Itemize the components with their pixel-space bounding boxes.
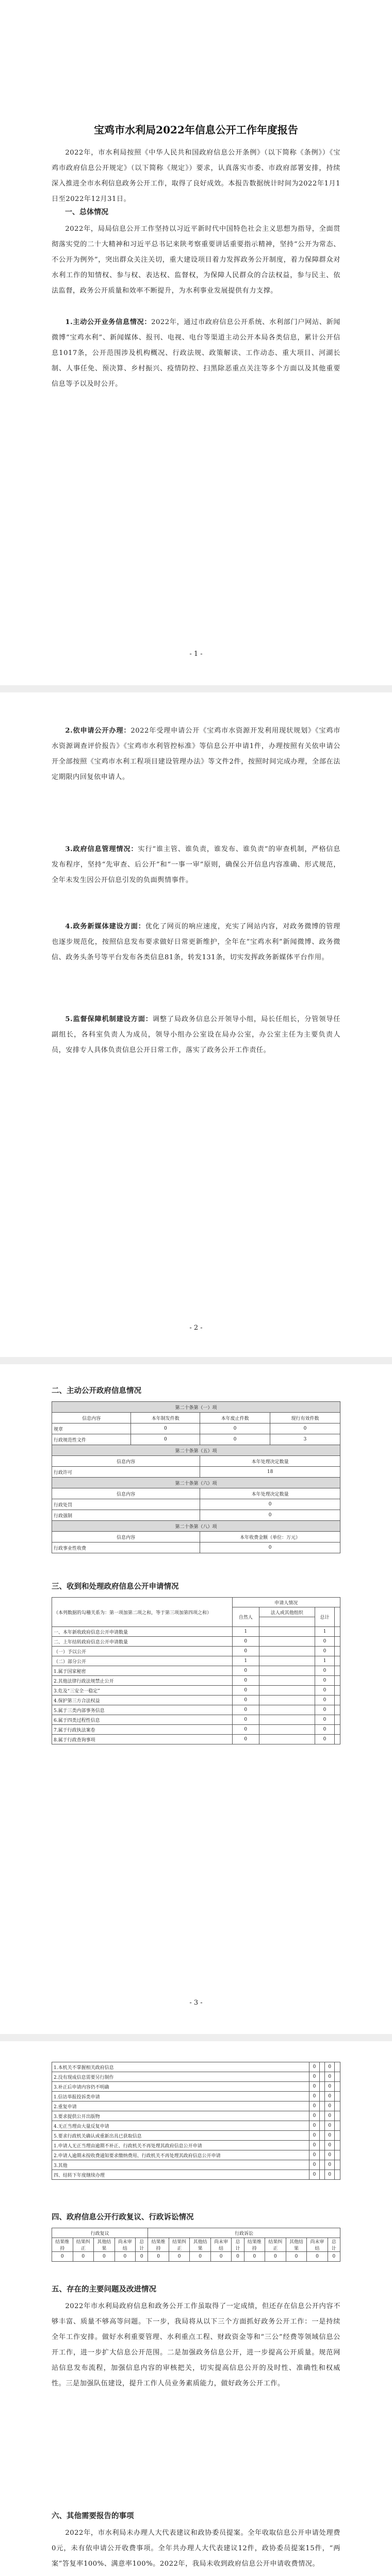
- table-cell: [335, 2160, 340, 2170]
- table-col-header: 信息内容: [52, 1456, 200, 1467]
- report-title: 宝鸡市水利局2022年信息公开工作年度报告: [94, 124, 298, 136]
- application-table: [52, 1597, 340, 1744]
- table-cell: 0: [210, 2252, 232, 2262]
- section-6-title: 六、其他需要报告的事项: [52, 2512, 134, 2520]
- table-cell: [319, 2062, 325, 2072]
- table-cell: 1: [315, 1627, 335, 1637]
- table-col-header: 尚未审结: [307, 2238, 328, 2252]
- table-cell: 1.本机关不掌握相关政府信息: [52, 2062, 309, 2072]
- table-cell: 2.申请人逾期未按收费通知要求缴纳费用、行政机关不再处理其政府信息公开申请: [52, 2150, 309, 2160]
- table-row: [52, 1627, 340, 1637]
- table-cell: 0: [265, 2252, 286, 2262]
- table-cell: [335, 2150, 340, 2160]
- table-cell: 0: [315, 1637, 335, 1647]
- table-row: [52, 2121, 340, 2131]
- application-rows: [52, 1627, 340, 1744]
- table-row: [52, 2102, 340, 2111]
- problems-paragraph: 2022年市水利局政府信息和政务公开工作虽取得了一定成绩，但还存在信息公开内容不够丰富、质量不够高等问题。下一步，我局将从以下三个方面抓好政务公开工作：一是持续全年工作安排。做好水利重要管理、水利重点工程、财政资金等和“三公”经费等领域信息公开工作，进一步扩大信息公开范围。二是加强政务信息公开，进一步提高公开质量。规范网站信息发布流程，加强信息内容的审核把关，切实提高信息公开的及时性、准确性和权威性。三是加强队伍建设，提升工作人员业务素质能力，做好政务公开工作。: [52, 2302, 340, 2387]
- table-cell: 0: [200, 1499, 340, 1510]
- table-cell: 0: [315, 1705, 335, 1715]
- review-litigation-table: [52, 2228, 340, 2262]
- table-cell: 0: [232, 1647, 259, 1656]
- table-cell: 0: [309, 2160, 319, 2170]
- table-cell: 0: [315, 1735, 335, 1744]
- table-cell: 0: [325, 2131, 335, 2141]
- table-cell: 0: [270, 1423, 340, 1434]
- page-separator: [0, 685, 392, 692]
- table-cell: [335, 1715, 340, 1725]
- table-row: [52, 2062, 340, 2072]
- table-cell: [259, 1676, 315, 1686]
- table-cell: 3: [270, 1434, 340, 1445]
- table-cell: 规章: [52, 1423, 131, 1434]
- table-cell: 7.属于行政执法案卷: [52, 1725, 233, 1735]
- table-cell: 0: [169, 2252, 190, 2262]
- table-cell: [259, 1627, 315, 1637]
- table-cell: 0: [309, 2111, 319, 2121]
- table-col-header: 信息内容: [52, 1413, 131, 1423]
- page-1: [0, 0, 392, 675]
- table-cell: 1: [232, 1656, 259, 1666]
- table-cell: [259, 1725, 315, 1735]
- table-cell: 0: [309, 2062, 319, 2072]
- table-cell: 2.重复申请: [52, 2102, 309, 2111]
- table-cell: [319, 2111, 325, 2121]
- table-cell: 0: [325, 2121, 335, 2131]
- table-cell: 0: [325, 2160, 335, 2170]
- table-cell: 0: [325, 2062, 335, 2072]
- table-cell: [335, 1696, 340, 1705]
- table-cell: 0: [315, 1647, 335, 1656]
- table-cell: 行政事业性收费: [52, 1543, 200, 1553]
- new-media-label: 4.政务新媒体建设方面：: [65, 923, 145, 930]
- page-number-2: - 2 -: [189, 1324, 203, 1332]
- section-1-title: 一、总体情况: [65, 208, 108, 216]
- table-cell: 0: [307, 2252, 328, 2262]
- table-row: [52, 1647, 340, 1656]
- table-col-header: 本年制发件数: [131, 1413, 200, 1423]
- table-cell: [259, 1637, 315, 1647]
- application-text: 2022年受理申请公开《宝鸡市水资源开发利用现状规划》《宝鸡市水资源调查评价报告》《宝鸡市水利管控标准》等信息公开申请1件，办理按照有关依申请公开全部按照《宝鸡市水利工程项目建设管理办法》等文件2件，按照时间完成办理，全部在法定期限内回复依申请人。: [52, 727, 340, 781]
- table-cell: 0: [286, 2252, 307, 2262]
- application-paragraph: [52, 723, 340, 785]
- table-cell: 3.补正后申请内容仍不明确: [52, 2082, 309, 2092]
- table-cell: 8.属于行政查询事项: [52, 1735, 233, 1744]
- table-col-header: 结果纠正: [73, 2238, 94, 2252]
- table-cell: 0: [325, 2102, 335, 2111]
- table-row: [52, 2141, 340, 2150]
- table-cell: 0: [325, 2072, 335, 2082]
- table-cell: 0: [232, 1715, 259, 1725]
- table-row: [52, 2160, 340, 2170]
- table-cell: [335, 1637, 340, 1647]
- table-cell: [335, 1627, 340, 1637]
- other-matters-paragraph: 2022年，市水利局未办理人大代表建议和政协委员提案。全年收取信息公开申请处理费0元，未有依申请公开收费事项。全年共办理人大代表建议12件，政协委员提案15件，“两案”答复率100%、满意率100%。2022年，我局未收到政府信息公开申请收费情况。: [52, 2529, 340, 2568]
- table-cell: [335, 2131, 340, 2141]
- page-2: [0, 692, 392, 1357]
- table-col-header: 总计: [328, 2238, 340, 2252]
- table-cell: 0: [315, 1725, 335, 1735]
- table-cell: 0: [315, 1686, 335, 1696]
- table-col-header: 其他结果: [286, 2238, 307, 2252]
- table-cell: 0: [309, 2150, 319, 2160]
- table-cell: 0: [309, 2082, 319, 2092]
- table-col-header: 行政诉讼: [148, 2228, 340, 2238]
- table-cell: 0: [309, 2170, 319, 2180]
- table-cell: 0: [244, 2252, 265, 2262]
- table-cell: 5.属于三类内部事务信息: [52, 1705, 233, 1715]
- table-cell: [319, 2131, 325, 2141]
- table-cell: 四、结转下年度继续办理: [52, 2170, 309, 2180]
- table-col-header: 结果纠正: [169, 2238, 190, 2252]
- table-cell: 二、上年结转政府信息公开申请数量: [52, 1637, 233, 1647]
- table-row: [52, 2131, 340, 2141]
- table-cell: 0: [115, 2252, 136, 2262]
- table-cell: 0: [200, 1423, 270, 1434]
- table-col-header: 其他结果: [94, 2238, 115, 2252]
- table-col-header: 结果维持: [148, 2238, 169, 2252]
- table-cell: 0: [325, 2150, 335, 2160]
- table-cell: 1.申请人无正当理由逾期不补正、行政机关不再处理其政府信息公开申请: [52, 2141, 309, 2150]
- table-col-header: 法人或其他组织: [259, 1607, 315, 1617]
- table-cell: 0: [232, 2252, 244, 2262]
- table-cell: [335, 1676, 340, 1686]
- table-row: [52, 1725, 340, 1735]
- table-col-header: 尚未审结: [115, 2238, 136, 2252]
- table-cell: [335, 2082, 340, 2092]
- table-cell: 0: [232, 1725, 259, 1735]
- table-cell: 0: [309, 2092, 319, 2102]
- table-cell: [335, 2072, 340, 2082]
- table-row: [52, 1715, 340, 1725]
- table-cell: [335, 1725, 340, 1735]
- table-cell: 0: [190, 2252, 211, 2262]
- table-cell: 18: [200, 1467, 340, 1478]
- table-cell: 0: [309, 2131, 319, 2141]
- table-cell: 0: [232, 1676, 259, 1686]
- table-cell: 0: [200, 1434, 270, 1445]
- table-row: [52, 1696, 340, 1705]
- page-number-3: - 3 -: [189, 1999, 203, 2007]
- info-management-label: 3.政府信息管理情况：: [65, 845, 138, 853]
- table-col-header: 本年处理决定数量: [200, 1488, 340, 1499]
- table-cell: 2.没有现成信息需要另行制作: [52, 2072, 309, 2082]
- active-disclosure-table: [52, 1401, 340, 1553]
- table-cell: [335, 1647, 340, 1656]
- table-cell: 0: [309, 2072, 319, 2082]
- intro-paragraph: 2022年，市水利局按照《中华人民共和国政府信息公开条例》（以下简称《条例》）《宝鸡市政府信息公开规定》（以下简称《规定》）要求，认真落实市委、市政府部署安排，持续深入推进全市水利信息政务公开工作，取得了良好成效。本报告数据统计时间为2022年1月1日至2022年12月31日。: [52, 149, 340, 203]
- table-group-header: 第二十条第（六）项: [52, 1478, 340, 1488]
- table-cell: 3.其他: [52, 2160, 309, 2170]
- table-col-header: 自然人: [232, 1607, 259, 1627]
- supervision-paragraph: [52, 1012, 340, 1058]
- table-cell: 0: [232, 1686, 259, 1696]
- table-cell: 5.要求行政机关确认或重新出具已获取信息: [52, 2131, 309, 2141]
- table-cell: [319, 2082, 325, 2092]
- table-cell: [319, 2092, 325, 2102]
- table-row: [52, 2150, 340, 2160]
- page-4: [0, 2041, 392, 2576]
- table-col-header: 本年处理决定数量: [200, 1456, 340, 1467]
- table-cell: 0: [325, 2092, 335, 2102]
- table-col-header: 行政复议: [52, 2228, 148, 2238]
- table-row: [52, 1735, 340, 1744]
- table-row: [52, 1666, 340, 1676]
- page-separator: [0, 1357, 392, 1364]
- table-col-header: 信息内容: [52, 1488, 200, 1499]
- table-col-header: 本年废止件数: [200, 1413, 270, 1423]
- table-cell: 0: [232, 1666, 259, 1676]
- page-separator: [0, 2034, 392, 2041]
- table-cell: 行政强制: [52, 1510, 200, 1521]
- table-cell: [319, 2072, 325, 2082]
- table-cell: [259, 1696, 315, 1705]
- section-3-title: 三、收到和处理政府信息公开申请情况: [52, 1582, 179, 1591]
- table-col-header: 总计: [315, 1607, 335, 1627]
- table-cell: [259, 1666, 315, 1676]
- table-cell: [335, 2062, 340, 2072]
- active-disclosure-paragraph: [52, 315, 340, 392]
- table-row: [52, 1686, 340, 1696]
- application-table-continued: [52, 2062, 340, 2180]
- table-cell: 0: [232, 1637, 259, 1647]
- table-row: [52, 2072, 340, 2082]
- table-cell: [319, 2141, 325, 2150]
- table-cell: 0: [309, 2141, 319, 2150]
- table-cell: 0: [315, 1696, 335, 1705]
- table-col-header: 结果维持: [244, 2238, 265, 2252]
- table-cell: [335, 1686, 340, 1696]
- table-cell: 4.保护第三方合法权益: [52, 1696, 233, 1705]
- table-cell: 0: [315, 1676, 335, 1686]
- table-cell: （二）部分公开: [52, 1656, 233, 1666]
- table-row: [52, 2170, 340, 2180]
- table-cell: [335, 2141, 340, 2150]
- supervision-text: 调整了局政务信息公开领导小组，局长任组长，分管领导任副组长，各科室负责人为成员，领导小组办公室设在局办公室，办公室主任为主要负责人员，安排专人具体负责信息公开日常工作，落实了政务公开工作责任。: [52, 1015, 340, 1054]
- info-management-paragraph: [52, 842, 340, 888]
- table-cell: 0: [325, 2141, 335, 2150]
- new-media-text: 优化了网页的响应速度，充实了网站内容，对政务微博的管理也逐步规范化，按照信息发布要求做好日常更新维护，全年在“宝鸡水利”新闻微博、政务微信、政务头条号等平台发布各类信息81条，转发131条，切实发挥政务新媒体平台作用。: [52, 923, 340, 961]
- page-3: [0, 1364, 392, 2034]
- table-cell: 6.属于四类过程性信息: [52, 1715, 233, 1725]
- table-cell: 0: [309, 2121, 319, 2131]
- table-row: [52, 2082, 340, 2092]
- table-cell: [319, 2160, 325, 2170]
- table-cell: 0: [131, 1434, 200, 1445]
- table-cell: [335, 2092, 340, 2102]
- table-col-header: 尚未审结: [210, 2238, 232, 2252]
- table-cell: 0: [315, 1666, 335, 1676]
- table-cell: 0: [325, 2082, 335, 2092]
- table-col-header: 结果纠正: [265, 2238, 286, 2252]
- table-cell: 1.信访举报投诉类申请: [52, 2092, 309, 2102]
- table-cell: [335, 1666, 340, 1676]
- table-cell: [319, 2150, 325, 2160]
- table-cell: [259, 1705, 315, 1715]
- application-label: 2.依申请公开办理：: [65, 727, 131, 735]
- table-cell: [335, 2170, 340, 2180]
- table-col-header: 结果维持: [52, 2238, 73, 2252]
- section-5-title: 五、存在的主要问题及改进情况: [52, 2285, 156, 2294]
- table-group-header: 第二十条第（一）项: [52, 1402, 340, 1413]
- table-col-header: 信息内容: [52, 1532, 200, 1543]
- table-group-header: 第二十条第（八）项: [52, 1521, 340, 1532]
- table-cell: 0: [200, 1543, 340, 1553]
- table-row: [52, 2111, 340, 2121]
- table-cell: 0: [309, 2102, 319, 2111]
- table-cell: 1: [232, 1627, 259, 1637]
- table-cell: 0: [232, 1705, 259, 1715]
- table-cell: [319, 2102, 325, 2111]
- table-cell: 1: [315, 1656, 335, 1666]
- table-cell: 0: [131, 1423, 200, 1434]
- table-cell: 3.要求提供公开出版物: [52, 2111, 309, 2121]
- table-cell: [335, 2111, 340, 2121]
- page-number-1: - 1 -: [189, 650, 203, 658]
- active-disclosure-label: 1.主动公开业务信息情况：: [65, 318, 152, 326]
- table-cell: 0: [136, 2252, 148, 2262]
- table-cell: [335, 2121, 340, 2131]
- table-col-header: 现行有效件数: [270, 1413, 340, 1423]
- table-cell: 一、本年新收政府信息公开申请数量: [52, 1627, 233, 1637]
- table-cell: 0: [232, 1735, 259, 1744]
- table-cell: 0: [232, 1696, 259, 1705]
- section-4-title: 四、政府信息公开行政复议、行政诉讼情况: [52, 2213, 194, 2222]
- table-col-header: 本年收费金额（单位：万元）: [200, 1532, 340, 1543]
- table-row: [52, 1676, 340, 1686]
- table-col-header: 申请人情况: [232, 1598, 340, 1607]
- table-cell: 0: [148, 2252, 169, 2262]
- table-cell: [335, 2102, 340, 2111]
- table-cell: [259, 1686, 315, 1696]
- supervision-label: 5.监督保障机制建设方面：: [65, 1015, 153, 1023]
- table-cell: [259, 1656, 315, 1666]
- table-cell: 0: [200, 1510, 340, 1521]
- section-1-intro: 2022年，局局信息公开工作坚持以习近平新时代中国特色社会主义思想为指导，全面贯彻落实党的二十大精神和习近平总书记来陕考察重要讲话重要指示精神，坚持“公开为常态、不公开为例外”，突出群众关注关切，重大建设项目着力发挥政务公开制度，着力保障群众对水利工作的知情权、参与权、表达权、监督权，为保障人民群众的合法权益，参与民主、依法监督，政务公开质量和效率不断提升，为水利事业发展提供有力支撑。: [52, 225, 340, 295]
- table-row: [52, 1705, 340, 1715]
- table-col-header: 总计: [136, 2238, 148, 2252]
- table-row: [52, 2092, 340, 2102]
- table-cell: 行政规范性文件: [52, 1434, 131, 1445]
- table-group-header: 第二十条第（五）项: [52, 1445, 340, 1456]
- table-cell: [335, 1735, 340, 1744]
- table-cell: 0: [94, 2252, 115, 2262]
- table-cell: 0: [325, 2170, 335, 2180]
- table-cell: 0: [52, 2252, 73, 2262]
- table-cell: 0: [325, 2111, 335, 2121]
- info-management-text: 实行“谁主管、谁负责，谁发布、谁负责”的审查机制，严格信息发布程序，坚持“先审查、后公开”和“一事一审”原则，确保公开信息内容准确、形式规范，全年未发生因公开信息引发的负面舆情事件。: [52, 845, 340, 884]
- new-media-paragraph: [52, 919, 340, 965]
- table-cell: 行政处罚: [52, 1499, 200, 1510]
- active-disclosure-text: 2022年，通过市政府信息公开系统、水利部门户网站、新闻微博“宝鸡水利”、新闻媒体、报刊、电视、电台等渠道主动公开本局各类信息，累计公开信息1017条，公开范围涉及机构概况、行政法规、政策解读、工作动态、重大项目、河湖长制、人事任免、预决算、乡村振兴、疫情防控、扫黑除恶重点关注等多个方面以及其他重要信息等予以及时公开。: [52, 318, 340, 388]
- table-cell: [319, 2170, 325, 2180]
- table-cell: [259, 1735, 315, 1744]
- table-cell: 4.无正当理由大量反复申请: [52, 2121, 309, 2131]
- table-row: [52, 1656, 340, 1666]
- table-cell: 1.属于国家秘密: [52, 1666, 233, 1676]
- table-cell: [335, 1656, 340, 1666]
- table-cell: [259, 1647, 315, 1656]
- table-cell: 0: [73, 2252, 94, 2262]
- table-cell: [319, 2121, 325, 2131]
- table-cell: 2.其他法律行政法规禁止公开: [52, 1676, 233, 1686]
- table-col-header: 总计: [232, 2238, 244, 2252]
- section-2-title: 二、主动公开政府信息情况: [52, 1386, 141, 1395]
- table-note: （本列数据的勾稽关系为：第一项加第二项之和，等于第三项加第四项之和）: [52, 1598, 233, 1627]
- table-cell: （一）予以公开: [52, 1647, 233, 1656]
- table-row: [52, 1637, 340, 1647]
- table-cell: 3.危及“三安全一稳定”: [52, 1686, 233, 1696]
- table-cell: 0: [328, 2252, 340, 2262]
- table-cell: [259, 1715, 315, 1725]
- table-col-header: 其他结果: [190, 2238, 211, 2252]
- table-cell: 0: [315, 1715, 335, 1725]
- table-cell: [335, 1705, 340, 1715]
- table-cell: 行政许可: [52, 1467, 200, 1478]
